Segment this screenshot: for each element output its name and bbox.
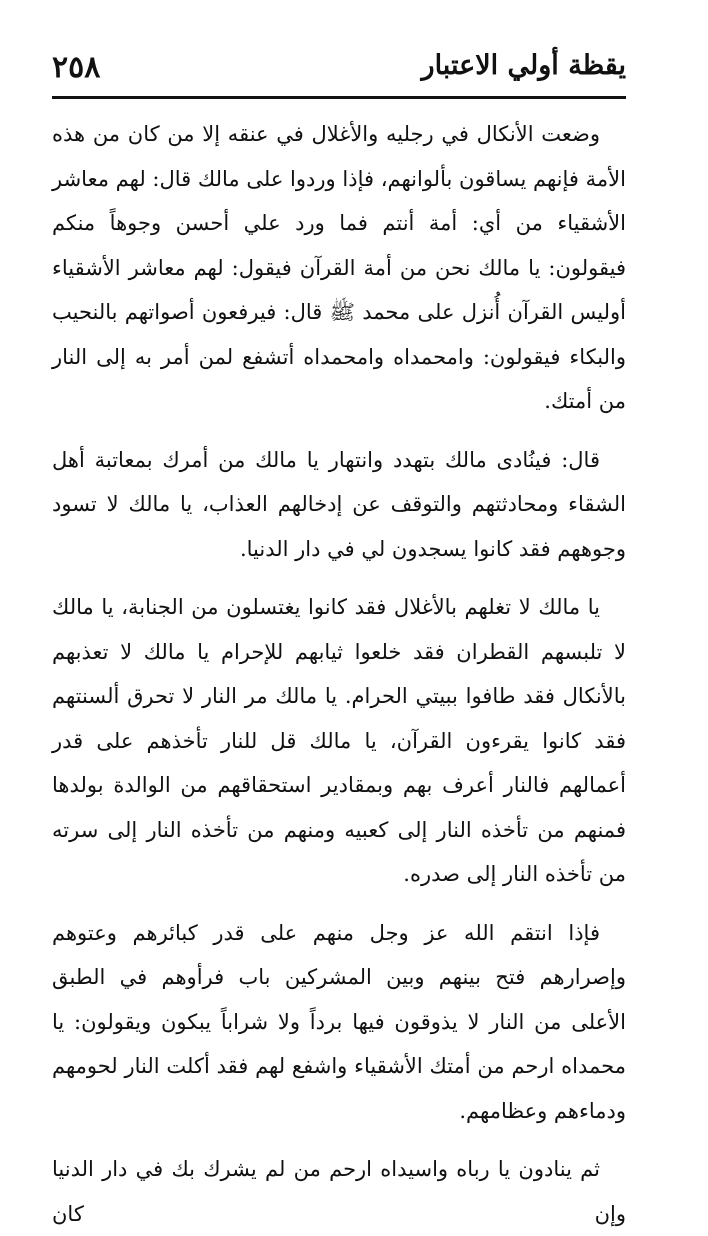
paragraph-4: فإذا انتقم الله عز وجل منهم على قدر كبائرهم وعتوهم وإصرارهم فتح بينهم وبين المشركين باب فرأوهم في الطبق الأعلى من النار لا يذوقون فيها برداً ولا شراباً يبكون ويقولون: يا محمداه ارحم من أمتك الأشقياء واشفع لهم فقد أكلت النار لحومهم ودماءهم وعظامهم.: [52, 920, 626, 1123]
paragraph-3: يا مالك لا تغلهم بالأغلال فقد كانوا يغتسلون من الجنابة، يا مالك لا تلبسهم القطران فقد خلعوا ثيابهم للإحرام يا مالك لا تعذبهم بالأنكال فقد طافوا ببيتي الحرام. يا مالك مر النار لا تحرق ألسنتهم فقد كانوا يقرءون القرآن، يا مالك قل للنار تأخذهم على قدر أعمالهم فالنار أعرف بهم وبمقادير استحقاقهم من الوالدة بولدها فمنهم من تأخذه النار إلى كعبيه ومنهم من تأخذه النار إلى سرته من تأخذه النار إلى صدره.: [52, 595, 626, 886]
body-text: [52, 112, 626, 1236]
paragraph-5: ثم ينادون يا رباه واسيداه ارحم من لم يشرك بك في دار الدنيا وإن كان: [52, 1157, 626, 1226]
paragraph-1: وضعت الأنكال في رجليه والأغلال في عنقه إلا من كان من هذه الأمة فإنهم يساقون بألوانهم، فإذا وردوا على مالك قال: لهم معاشر الأشقياء من أي: أمة أنتم فما ورد علي أحسن وجوهاً منكم فيقولون: يا مالك نحن من أمة القرآن فيقول: لهم معاشر الأشقياء أوليس القرآن أُنزل على محمد ﷺ قال: فيرفعون أصواتهم بالنحيب والبكاء فيقولون: وامحمداه وامحمداه أتشفع لمن أمر به إلى النار من أمتك.: [52, 122, 626, 413]
page-number: ٢٥٨: [52, 50, 101, 85]
page-header: [52, 46, 626, 99]
paragraph-2: قال: فينُادى مالك بتهدد وانتهار يا مالك من أمرك بمعاتبة أهل الشقاء ومحادثتهم والتوقف عن إدخالهم العذاب، يا مالك لا تسود وجوههم فقد كانوا يسجدون لي في دار الدنيا.: [52, 447, 626, 561]
running-title: يقظة أولي الاعتبار: [421, 50, 626, 81]
